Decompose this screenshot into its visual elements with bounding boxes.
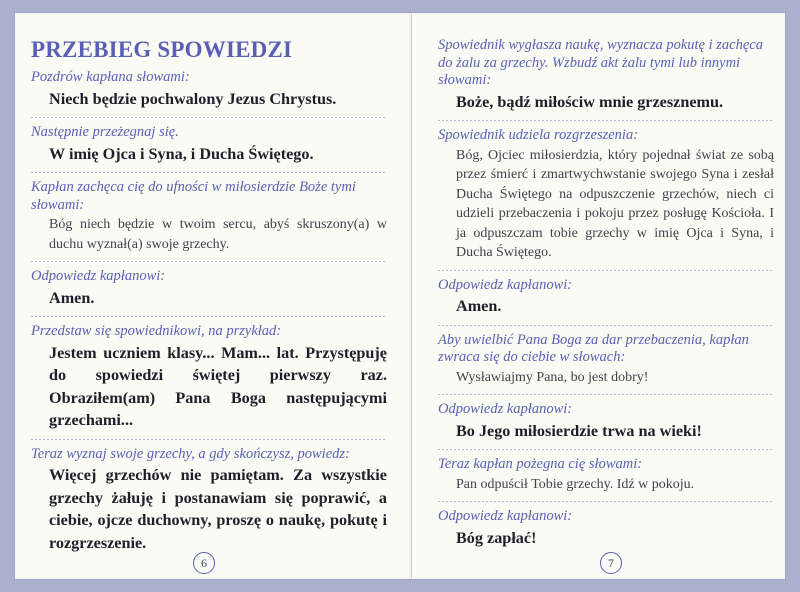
step-farewell [438, 456, 774, 494]
step-amen-2 [438, 277, 774, 318]
step-response: Jestem uczniem klasy... Mam... lat. Przystępuję do spowiedzi świętej pierwszy raz. Obraziłem(am) Pana Boga następującymi grzechami... [49, 343, 387, 429]
step-response: Bóg niech będzie w twoim sercu, abyś skruszony(a) w duchu wyznał(a) swoje grzechy. [49, 217, 387, 252]
step-prompt: Spowiednik udziela rozgrzeszenia: [438, 127, 639, 143]
divider [438, 270, 774, 271]
step-response: Więcej grzechów nie pamiętam. Za wszystkie grzechy żałuję i postanawiam się poprawić, a ciebie, ojcze duchowny, proszę o naukę, pokutę i rozgrzeszenie. [49, 466, 387, 552]
step-response: Amen. [49, 288, 95, 307]
step-response: Bo Jego miłosierdzie trwa na wieki! [456, 421, 702, 440]
step-contrition [438, 37, 774, 113]
page-number: 6 [193, 552, 215, 574]
step-response: Wysławiajmy Pana, bo jest dobry! [456, 369, 649, 385]
step-response: Bóg zapłać! [456, 528, 537, 547]
step-encouragement [31, 179, 387, 254]
step-response: Niech będzie pochwalony Jezus Chrystus. [49, 89, 337, 108]
divider [438, 449, 774, 450]
right-page-content [438, 37, 774, 549]
step-prompt: Pozdrów kapłana słowami: [31, 69, 190, 85]
left-page [14, 12, 412, 580]
step-prompt: Odpowiedz kapłanowi: [438, 276, 573, 293]
divider [438, 501, 774, 502]
step-amen [31, 268, 387, 309]
divider [31, 172, 387, 173]
step-greeting [31, 69, 387, 110]
left-page-content [31, 13, 387, 554]
divider [438, 325, 774, 326]
step-response: Boże, bądź miłościw mnie grzesznemu. [456, 92, 724, 111]
step-response: Amen. [456, 297, 502, 315]
step-prompt: Przedstaw się spowiednikowi, na przykład: [31, 323, 282, 339]
step-prompt: Odpowiedz kapłanowi: [438, 508, 573, 524]
step-introduction [31, 323, 387, 432]
step-response: W imię Ojca i Syna, i Ducha Świętego. [49, 144, 314, 163]
divider [31, 261, 387, 262]
step-response: Bóg, Ojciec miłosierdzia, który pojednał świat ze sobą przez śmierć i zmartwychwstanie swojego Syna i zesłał Ducha Świętego na odpuszczenie grzechów, niech ci udzieli przebaczenia i pokoju przez posługę Kościoła. I ja odpuszczam tobie grzechy w imię Ojca i Syna, i Ducha Świętego. [456, 147, 774, 260]
page-title: PRZEBIEG SPOWIEDZI [31, 37, 293, 62]
step-prompt: Odpowiedz kapłanowi: [31, 268, 166, 284]
page-number: 7 [600, 552, 622, 574]
step-response: Pan odpuścił Tobie grzechy. Idź w pokoju. [456, 476, 695, 492]
step-prompt: Spowiednik wygłasza naukę, wyznacza pokutę i zachęca do żalu za grzechy. Wzbudź akt żalu tymi lub innymi słowami: [438, 37, 763, 88]
step-praise [438, 332, 774, 388]
right-page [412, 12, 786, 580]
step-sign-of-cross [31, 124, 387, 165]
step-prompt: Teraz wyznaj swoje grzechy, a gdy skończysz, powiedz: [31, 445, 350, 462]
step-prompt: Odpowiedz kapłanowi: [438, 401, 573, 417]
divider [31, 439, 387, 440]
step-confession [31, 446, 387, 555]
divider [438, 120, 774, 121]
step-absolution [438, 127, 774, 263]
step-prompt: Teraz kapłan pożegna cię słowami: [438, 456, 643, 472]
step-thanks [438, 508, 774, 549]
step-prompt: Aby uwielbić Pana Boga za dar przebaczenia, kapłan zwraca się do ciebie w słowach: [438, 331, 749, 365]
step-praise-response [438, 401, 774, 442]
divider [31, 117, 387, 118]
booklet-spread [14, 12, 786, 588]
step-prompt: Następnie przeżegnaj się. [31, 124, 179, 140]
divider [438, 394, 774, 395]
divider [31, 316, 387, 317]
step-prompt: Kapłan zachęca cię do ufności w miłosierdzie Boże tymi słowami: [31, 179, 356, 213]
